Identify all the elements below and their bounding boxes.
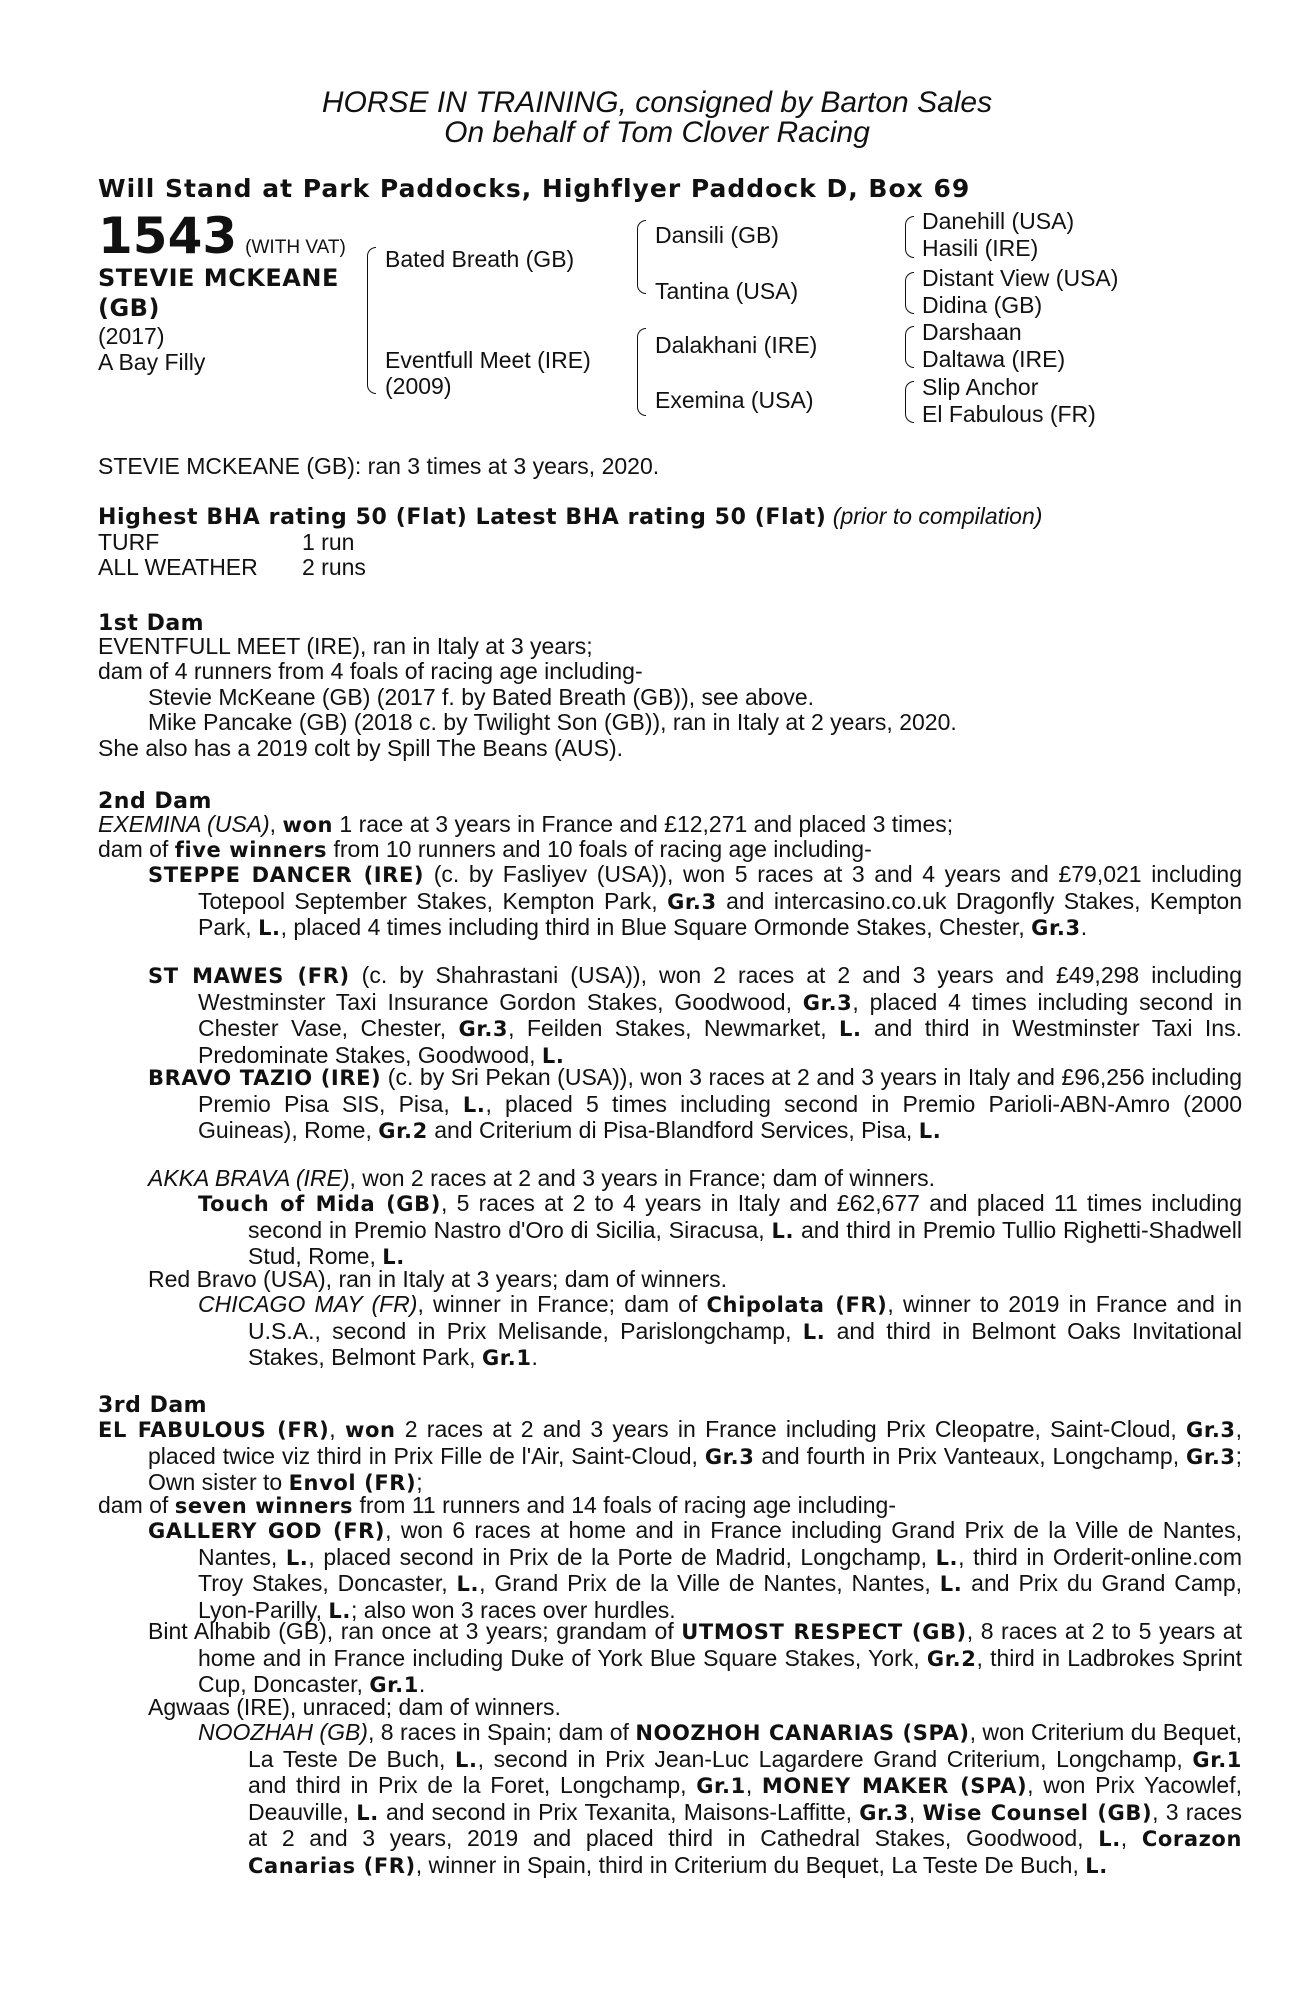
grade: Gr.1 [696,1774,746,1799]
text: , placed second in Prix de la Porte de Madrid, Longchamp, [308,1543,936,1570]
text: , winner in France; dam of [417,1291,707,1317]
text: 1 race at 3 years in France and £12,271 and placed 3 times; [333,811,954,837]
bha-ratings [98,504,1192,531]
grade: L. [1098,1827,1121,1852]
grade: L. [802,1319,826,1344]
lot-number: 1543 [98,207,238,265]
horse-name: BRAVO TAZIO (IRE) [148,1066,382,1090]
grandproduce-entry [198,1191,1242,1271]
produce-entry [148,1518,1242,1624]
turf-value: 1 run [302,529,355,555]
horse-name: AKKA BRAVA (IRE) [148,1165,350,1191]
text: (c. by Fasliyev (USA)), won 5 races at 3 and 4 years and £79,021 including Totepool September Stakes, Kempton Park, [198,861,1242,914]
grade: L. [935,1545,959,1570]
grade: Gr.2 [378,1119,428,1144]
dam-name: EXEMINA (USA) [98,811,270,837]
grade: Gr.3 [1031,916,1081,941]
sire-dam: Tantina (USA) [655,278,799,304]
text: , winner in Spain, third in Criterium du Bequet, La Teste De Buch, [415,1851,1086,1878]
text: and Prix du Grand Camp, Lyon-Parilly, [198,1570,1243,1623]
text: , second in Prix Jean-Luc Lagardere Grand Criterium, Longchamp, [477,1745,1193,1772]
grade: Gr.3 [859,1800,909,1825]
foaling-year: (2017) [98,323,165,349]
horse-name: MONEY MAKER (SPA) [761,1774,1028,1799]
won-label: won [282,813,334,837]
grade: L. [285,1545,309,1570]
text: ; [416,1469,423,1496]
text: , [329,1416,345,1442]
pedigree-brace [637,328,646,416]
horse-name: CHICAGO MAY (FR) [198,1291,418,1317]
ancestor-8: El Fabulous (FR) [922,401,1096,427]
pedigree-brace [905,381,914,423]
grade: L. [456,1572,480,1597]
grade: Gr.1 [481,1346,532,1371]
pedigree-brace [637,220,646,294]
text: dam of [98,1492,175,1518]
winners-count: seven winners [174,1494,354,1518]
text: , won 6 races at home and in France including Grand Prix de la Ville de Nantes, Nantes, [198,1517,1242,1570]
grade: Gr.3 [458,1017,509,1042]
text: and intercasino.co.uk Dragonfly Stakes, Kempton Park, [198,887,1242,941]
horse-name: NOOZHOH CANARIAS (SPA) [635,1721,970,1745]
grade: L. [455,1747,478,1772]
horse-name: Envol (FR) [288,1471,417,1496]
text: (c. by Sri Pekan (USA)), won 3 races at 2 and 3 years in Italy and £96,256 including Premio Pisa SIS, Pisa, [198,1064,1242,1117]
ancestor-3: Distant View (USA) [922,265,1119,291]
text: , placed twice viz third in Prix Fille de l'Air, Saint-Cloud, [148,1416,1242,1469]
ancestor-6: Daltawa (IRE) [922,346,1066,372]
grade: L. [541,1043,565,1068]
text: , 3 races at 2 and 3 years, 2019 and placed third in Cathedral Stakes, Goodwood, [248,1798,1242,1852]
text: , [269,811,283,837]
grade: L. [328,1598,351,1623]
section-title: 2nd Dam [98,789,212,814]
text: . [531,1344,538,1371]
produce-entry [148,963,1242,1069]
bha-rating-text: Highest BHA rating 50 (Flat) Latest BHA rating 50 (Flat) [98,505,827,530]
aw-runs [98,555,1192,581]
text: from 11 runners and 14 foals of racing age including- [353,1492,897,1518]
first-dam-foal: Stevie McKeane (GB) (2017 f. by Bated Breath (GB)), see above. [148,684,815,710]
grade: Gr.3 [1186,1444,1236,1469]
produce-entry [148,1619,1242,1699]
grade: Gr.3 [802,990,853,1015]
winners-count: five winners [174,838,328,862]
text: , placed 4 times including second in Chester Vase, Chester, [198,988,1242,1042]
grade: Gr.3 [1186,1418,1236,1442]
consignor-line: HORSE IN TRAINING, consigned by Barton Sales [321,86,993,119]
sire-sire: Dansili (GB) [655,222,779,248]
text: , winner to 2019 in France and in U.S.A., second in Prix Melisande, Parislongchamp, [248,1291,1242,1344]
produce-entry: Red Bravo (USA), ran in Italy at 3 years; dam of winners. [148,1266,728,1292]
third-dam-entry [98,1417,1242,1497]
third-dam-title [98,1392,1192,1419]
horse-name: NOOZHAH (GB) [198,1719,368,1745]
section-title: 1st Dam [98,611,205,636]
horse-description: A Bay Filly [98,349,206,375]
pedigree-brace [367,247,376,394]
produce-entry: Agwaas (IRE), unraced; dam of winners. [148,1694,561,1720]
horse-name: GALLERY GOD (FR) [148,1519,386,1543]
text: , third in Orderit-online.com Troy Stakes, Doncaster, [198,1543,1242,1597]
horse-name-line2: (GB) [98,294,160,322]
text: and third in Prix de la Foret, Longchamp, [248,1772,697,1799]
horse-name: Touch of Mida (GB) [198,1192,441,1216]
text: , 8 races at 2 to 5 years at home and in France including Duke of York Blue Square Stakes, York, [198,1618,1242,1671]
text: . [418,1671,426,1698]
text: ; also won 3 races over hurdles. [350,1596,676,1623]
text: , 8 races in Spain; dam of [367,1719,636,1745]
first-dam-line: dam of 4 runners from 4 foals of racing age including- [98,658,643,684]
won-label: won [344,1418,396,1442]
grade: L. [771,1218,795,1243]
horse-name: Wise Counsel (GB) [922,1800,1153,1825]
horse-name: Corazon Canarias (FR) [248,1827,1243,1878]
text: and Criterium di Pisa-Blandford Services, Pisa, [427,1117,919,1144]
dam-name: EL FABULOUS (FR) [98,1418,330,1442]
produce-entry [148,1065,1242,1145]
text: and third in Premio Tullio Righetti-Shadwell Stud, Rome, [248,1216,1242,1270]
pedigree-brace [905,326,914,368]
text: , Feilden Stakes, Newmarket, [508,1015,839,1042]
rating-note: (prior to compilation) [832,503,1043,529]
ancestor-7: Slip Anchor [922,374,1039,400]
text: , [745,1772,762,1799]
horse-name-line1: STEVIE MCKEANE [98,264,339,292]
aw-label: ALL WEATHER [98,554,258,580]
grade: Gr.3 [704,1444,755,1469]
grade: L. [1085,1853,1108,1878]
text: 2 races at 2 and 3 years in France including Prix Cleopatre, Saint-Cloud, [395,1416,1187,1442]
grade: L. [839,1017,862,1042]
turf-label: TURF [98,529,160,555]
text: , won 2 races at 2 and 3 years in France; dam of winners. [349,1165,936,1191]
grade: Gr.1 [1192,1747,1242,1772]
text: , third in Ladbrokes Sprint Cup, Doncaster, [198,1644,1242,1698]
text: dam of [98,836,175,862]
horse-name: UTMOST RESPECT (GB) [681,1620,967,1644]
stand-location: Will Stand at Park Paddocks, Highflyer Paddock D, Box 69 [98,174,971,203]
text: , placed 5 times including second in Premio Parioli-ABN-Amro (2000 Guineas), Rome, [198,1090,1242,1144]
grade: L. [918,1119,942,1144]
dam-year: (2009) [385,373,452,399]
text: and second in Prix Texanita, Maisons-Laffitte, [378,1798,860,1825]
grade: Gr.3 [667,889,717,914]
ancestor-1: Danehill (USA) [922,208,1075,234]
grade: L. [258,916,281,941]
third-dam-produce-summary [98,1493,1192,1520]
text: from 10 runners and 10 foals of racing age including- [327,836,872,862]
text: . [1080,914,1088,941]
ancestor-2: Hasili (IRE) [922,235,1039,261]
vendor-line: On behalf of Tom Clover Racing [444,116,870,149]
text: and third in Belmont Oaks Invitational Stakes, Belmont Park, [248,1317,1242,1371]
horse-name: ST MAWES (FR) [148,964,350,988]
turf-runs [98,530,1192,556]
text: , [908,1798,923,1825]
grandproduce-entry [198,1292,1242,1372]
grade: L. [356,1800,379,1825]
vat-note: (WITH VAT) [245,237,346,258]
grade: L. [382,1245,405,1270]
sire: Bated Breath (GB) [385,246,575,272]
pedigree-brace [905,216,914,258]
dam-sire: Dalakhani (IRE) [655,332,818,358]
section-title: 3rd Dam [98,1393,208,1418]
second-dam-entry [98,812,1192,839]
grade: Gr.1 [369,1673,419,1698]
produce-entry [148,1166,1192,1192]
grandproduce-entry [198,1720,1242,1880]
produce-entry [148,862,1242,942]
pedigree-brace [905,272,914,314]
first-dam-foal: Mike Pancake (GB) (2018 c. by Twilight Son (GB)), ran in Italy at 2 years, 2020. [148,709,957,735]
race-record: STEVIE MCKEANE (GB): ran 3 times at 3 years, 2020. [98,453,660,479]
grade: L. [939,1572,963,1597]
aw-value: 2 runs [302,554,366,580]
text: , won Prix Yacowlef, Deauville, [248,1772,1242,1825]
grade: Gr.2 [926,1646,977,1671]
text: and third in Westminster Taxi Ins. Predominate Stakes, Goodwood, [198,1015,1242,1068]
text: , [1120,1825,1142,1852]
text: and fourth in Prix Vanteaux, Longchamp, [754,1442,1187,1469]
ancestor-5: Darshaan [922,319,1022,345]
dam-dam: Exemina (USA) [655,387,814,413]
second-dam-produce-summary [98,837,1192,864]
text: ; Own sister to [148,1442,1242,1496]
ancestor-4: Didina (GB) [922,292,1043,318]
text: , won Criterium du Bequet, La Teste De Buch, [248,1719,1242,1772]
lot-header [98,207,346,265]
grade: L. [462,1092,486,1117]
dam: Eventfull Meet (IRE) [385,347,591,373]
horse-name: STEPPE DANCER (IRE) [148,863,425,887]
horse-name: Chipolata (FR) [706,1293,888,1317]
first-dam-line: EVENTFULL MEET (IRE), ran in Italy at 3 years; [98,633,593,659]
text: Bint Alhabib (GB), ran once at 3 years; grandam of [148,1618,682,1644]
horse-name [98,263,339,323]
text: , placed 4 times including third in Blue Square Ormonde Stakes, Chester, [280,914,1032,941]
text: , Grand Prix de la Ville de Nantes, Nantes, [479,1570,940,1597]
first-dam-line: She also has a 2019 colt by Spill The Beans (AUS). [98,735,624,761]
text: , 5 races at 2 to 4 years in Italy and £62,677 and placed 11 times including second in Premio Nastro d'Oro di Sicilia, Siracusa, [248,1190,1242,1243]
text: (c. by Shahrastani (USA)), won 2 races at 2 and 3 years and £49,298 including Westminster Taxi Insurance Gordon Stakes, Goodwood, [198,962,1242,1015]
